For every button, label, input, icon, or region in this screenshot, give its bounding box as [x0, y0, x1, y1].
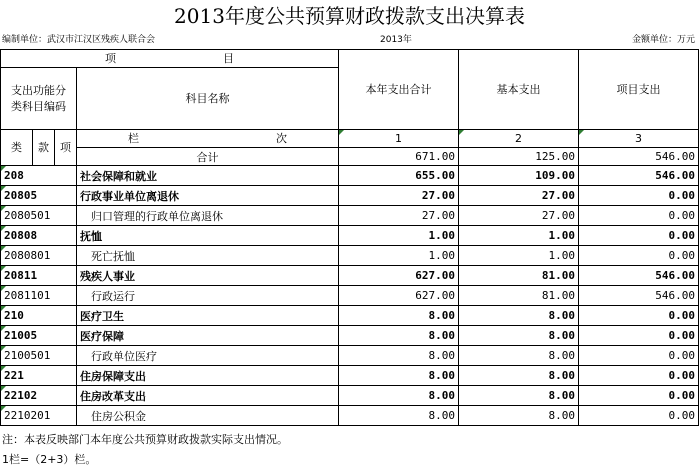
table-row: [1, 366, 699, 386]
row-basic: 8.00: [459, 366, 579, 386]
row-code: 21005: [1, 326, 77, 346]
kuan-header: 款: [33, 130, 55, 166]
row-basic: 27.00: [459, 186, 579, 206]
row-basic: 1.00: [459, 226, 579, 246]
table-row: [1, 286, 699, 306]
total-header: 本年支出合计: [339, 50, 459, 130]
row-subject-name: 死亡抚恤: [77, 246, 339, 266]
row-project: 0.00: [579, 186, 699, 206]
table-row: [1, 206, 699, 226]
row-code: 2210201: [1, 406, 77, 426]
sum-total: 671.00: [339, 148, 459, 166]
row-project: 0.00: [579, 206, 699, 226]
column-number-2: 2: [459, 130, 579, 148]
project-header: 项目支出: [579, 50, 699, 130]
table-row: [1, 166, 699, 186]
row-basic: 8.00: [459, 346, 579, 366]
ci-label: 次: [276, 131, 287, 145]
row-subject-name: 住房改革支出: [77, 386, 339, 406]
row-project: 0.00: [579, 306, 699, 326]
row-basic: 1.00: [459, 246, 579, 266]
xiang-header: 项: [55, 130, 77, 166]
code-header-line1: 支出功能分: [11, 83, 66, 97]
row-subject-name: 行政运行: [77, 286, 339, 306]
row-project: 0.00: [579, 346, 699, 366]
row-subject-name: 行政单位医疗: [77, 346, 339, 366]
row-basic: 81.00: [459, 266, 579, 286]
row-total: 8.00: [339, 366, 459, 386]
row-total: 27.00: [339, 206, 459, 226]
row-total: 8.00: [339, 346, 459, 366]
row-code: 20805: [1, 186, 77, 206]
row-basic: 27.00: [459, 206, 579, 226]
row-project: 546.00: [579, 286, 699, 306]
row-basic: 8.00: [459, 406, 579, 426]
row-subject-name: 医疗卫生: [77, 306, 339, 326]
row-code: 2100501: [1, 346, 77, 366]
sum-label: 合计: [77, 148, 339, 166]
row-total: 27.00: [339, 186, 459, 206]
row-code: 221: [1, 366, 77, 386]
row-total: 8.00: [339, 386, 459, 406]
row-subject-name: 住房保障支出: [77, 366, 339, 386]
table-row: [1, 326, 699, 346]
row-code: 210: [1, 306, 77, 326]
row-project: 0.00: [579, 326, 699, 346]
amount-unit: 金额单位：万元: [631, 35, 695, 45]
table-row: [1, 246, 699, 266]
row-total: 8.00: [339, 406, 459, 426]
table-row: [1, 346, 699, 366]
row-project: 546.00: [579, 266, 699, 286]
row-project: 0.00: [579, 366, 699, 386]
subject-name-header: 科目名称: [77, 68, 339, 130]
row-project: 546.00: [579, 166, 699, 186]
row-code: 22102: [1, 386, 77, 406]
row-subject-name: 残疾人事业: [77, 266, 339, 286]
expenditure-table: [0, 49, 699, 426]
basic-header: 基本支出: [459, 50, 579, 130]
row-code: 2080801: [1, 246, 77, 266]
table-row: [1, 306, 699, 326]
code-header-line2: 类科目编码: [11, 99, 66, 113]
row-project: 0.00: [579, 386, 699, 406]
row-total: 8.00: [339, 326, 459, 346]
row-total: 655.00: [339, 166, 459, 186]
lei-header: 类: [1, 130, 33, 166]
item-header: [1, 50, 339, 68]
row-code: 2081101: [1, 286, 77, 306]
item-header-xiang: 项: [105, 51, 116, 65]
table-row: [1, 186, 699, 206]
sum-basic: 125.00: [459, 148, 579, 166]
table-row: [1, 226, 699, 246]
table-row: [1, 266, 699, 286]
row-basic: 8.00: [459, 386, 579, 406]
column-number-label: [77, 130, 339, 148]
row-basic: 8.00: [459, 306, 579, 326]
row-code: 2080501: [1, 206, 77, 226]
table-row: [1, 406, 699, 426]
row-subject-name: 医疗保障: [77, 326, 339, 346]
item-header-mu: 目: [223, 51, 234, 65]
row-basic: 109.00: [459, 166, 579, 186]
row-total: 627.00: [339, 266, 459, 286]
page-title: 2013年度公共预算财政拨款支出决算表: [174, 4, 525, 28]
column-number-3: 3: [579, 130, 699, 148]
row-subject-name: 社会保障和就业: [77, 166, 339, 186]
row-code: 20808: [1, 226, 77, 246]
row-code: 208: [1, 166, 77, 186]
code-header: [1, 68, 77, 130]
compiling-unit: 编制单位：武汉市江汉区残疾人联合会: [2, 35, 156, 45]
row-subject-name: 行政事业单位离退休: [77, 186, 339, 206]
row-total: 8.00: [339, 306, 459, 326]
row-total: 1.00: [339, 226, 459, 246]
row-project: 0.00: [579, 226, 699, 246]
note-line-2: 1栏=（2+3）栏。: [2, 453, 97, 466]
lan-label: 栏: [128, 131, 139, 145]
row-total: 627.00: [339, 286, 459, 306]
report-year: 2013年: [380, 35, 412, 45]
table-row: [1, 386, 699, 406]
sum-project: 546.00: [579, 148, 699, 166]
column-number-1: 1: [339, 130, 459, 148]
row-subject-name: 归口管理的行政单位离退休: [77, 206, 339, 226]
row-basic: 81.00: [459, 286, 579, 306]
note-line-1: 注：本表反映部门本年度公共预算财政拨款实际支出情况。: [2, 433, 288, 446]
row-subject-name: 住房公积金: [77, 406, 339, 426]
row-total: 1.00: [339, 246, 459, 266]
row-project: 0.00: [579, 246, 699, 266]
row-project: 0.00: [579, 406, 699, 426]
row-basic: 8.00: [459, 326, 579, 346]
row-subject-name: 抚恤: [77, 226, 339, 246]
row-code: 20811: [1, 266, 77, 286]
